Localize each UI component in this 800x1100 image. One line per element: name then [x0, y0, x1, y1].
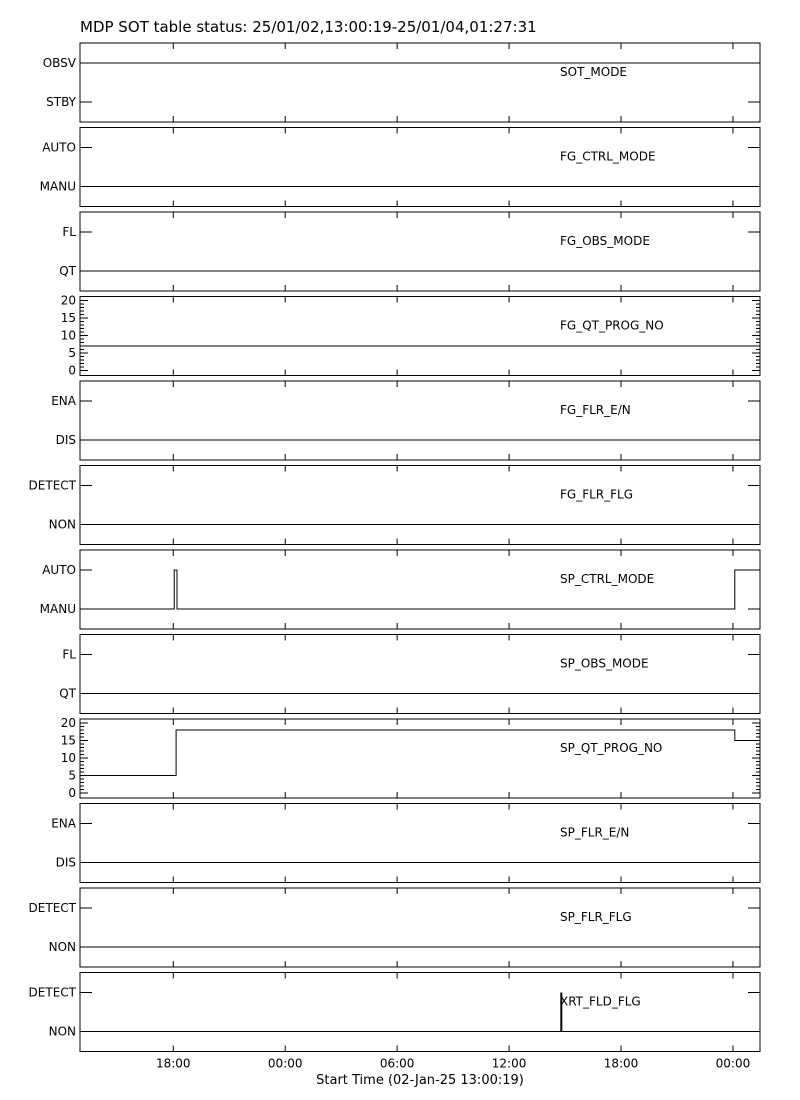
panel-sp-qt-prog-no — [61, 716, 760, 800]
panel-frame — [80, 297, 760, 376]
panel-frame — [80, 888, 760, 967]
panel-sp-flr-e-n — [51, 804, 760, 883]
y-tick-label: 0 — [68, 363, 76, 378]
panel-label: SP_FLR_FLG — [560, 910, 632, 924]
panel-fg-obs-mode — [59, 212, 760, 291]
y-state-label: DIS — [55, 433, 76, 447]
panel-sot-mode — [43, 43, 760, 122]
panel-frame — [80, 43, 760, 122]
y-state-label: DETECT — [28, 478, 76, 493]
x-axis-label: Start Time (02-Jan-25 13:00:19) — [316, 1073, 524, 1088]
panel-label: FG_OBS_MODE — [560, 234, 650, 248]
x-tick-label: 12:00 — [491, 1056, 527, 1071]
y-state-label: ENA — [51, 394, 76, 408]
panel-sp-flr-flg — [29, 888, 760, 967]
panel-label: FG_FLR_FLG — [560, 487, 634, 502]
y-state-label: NON — [48, 517, 76, 532]
panel-label: SP_CTRL_MODE — [560, 572, 655, 586]
y-state-label: DIS — [55, 855, 76, 870]
panel-frame — [80, 212, 760, 291]
y-tick-label: 10 — [60, 751, 76, 765]
panel-frame — [80, 128, 760, 207]
panel-label: XRT_FLD_FLG — [560, 994, 641, 1009]
panel-frame — [80, 466, 760, 545]
x-tick-label: 18:00 — [155, 1056, 191, 1071]
y-state-label: STBY — [46, 95, 76, 109]
y-state-label: AUTO — [42, 140, 76, 155]
panel-label: FG_CTRL_MODE — [560, 149, 656, 164]
y-state-label: DETECT — [28, 985, 76, 1000]
panel-label: SP_OBS_MODE — [560, 656, 649, 671]
panel-fg-ctrl-mode — [40, 128, 760, 207]
x-tick-label: 00:00 — [267, 1056, 303, 1071]
panel-frame — [80, 635, 760, 714]
x-tick-label: 00:00 — [715, 1056, 751, 1071]
panel-fg-flr-flg — [29, 466, 760, 545]
panel-frame — [80, 550, 760, 629]
panel-fg-qt-prog-no — [61, 294, 760, 378]
y-state-label: NON — [48, 940, 76, 954]
y-state-label: NON — [48, 1024, 76, 1039]
y-state-label: FL — [62, 647, 76, 662]
y-state-label: AUTO — [42, 563, 76, 577]
panel-fg-flr-e-n — [51, 381, 760, 460]
y-state-label: FL — [62, 225, 76, 239]
y-state-label: MANU — [39, 602, 76, 616]
x-axis — [156, 1057, 750, 1071]
y-tick-label: 10 — [60, 328, 76, 343]
panel-label: SP_FLR_E/N — [560, 825, 630, 840]
panel-sp-obs-mode — [59, 635, 760, 714]
y-state-label: OBSV — [42, 56, 76, 70]
y-state-label: DETECT — [28, 901, 76, 915]
y-state-label: QT — [59, 264, 76, 278]
panel-label: FG_QT_PROG_NO — [560, 318, 664, 333]
panel-frame — [80, 381, 760, 460]
series-line-sp-ctrl-mode — [80, 570, 760, 609]
y-state-label: QT — [59, 686, 76, 701]
panel-sp-ctrl-mode — [40, 550, 760, 629]
y-tick-label: 15 — [60, 733, 76, 748]
panel-frame — [80, 719, 760, 798]
panel-frame — [80, 804, 760, 883]
panel-frame — [80, 973, 760, 1052]
panels-group — [29, 43, 760, 1052]
panel-label: FG_FLR_E/N — [560, 403, 631, 417]
panel-xrt-fld-flg — [29, 973, 760, 1052]
y-tick-label: 20 — [60, 293, 76, 308]
y-state-label: MANU — [39, 179, 76, 194]
y-tick-label: 15 — [60, 311, 76, 325]
panel-label: SOT_MODE — [560, 65, 628, 79]
chart-title: MDP SOT table status: 25/01/02,13:00:19-25/01/04,01:27:31 — [80, 18, 537, 36]
y-tick-label: 0 — [68, 786, 76, 800]
panel-label: SP_QT_PROG_NO — [560, 741, 663, 755]
x-tick-label: 06:00 — [379, 1056, 415, 1071]
y-tick-label: 5 — [68, 346, 76, 360]
x-tick-label: 18:00 — [603, 1056, 639, 1071]
y-tick-label: 5 — [68, 768, 76, 783]
y-state-label: ENA — [51, 816, 76, 831]
y-tick-label: 20 — [60, 716, 76, 730]
